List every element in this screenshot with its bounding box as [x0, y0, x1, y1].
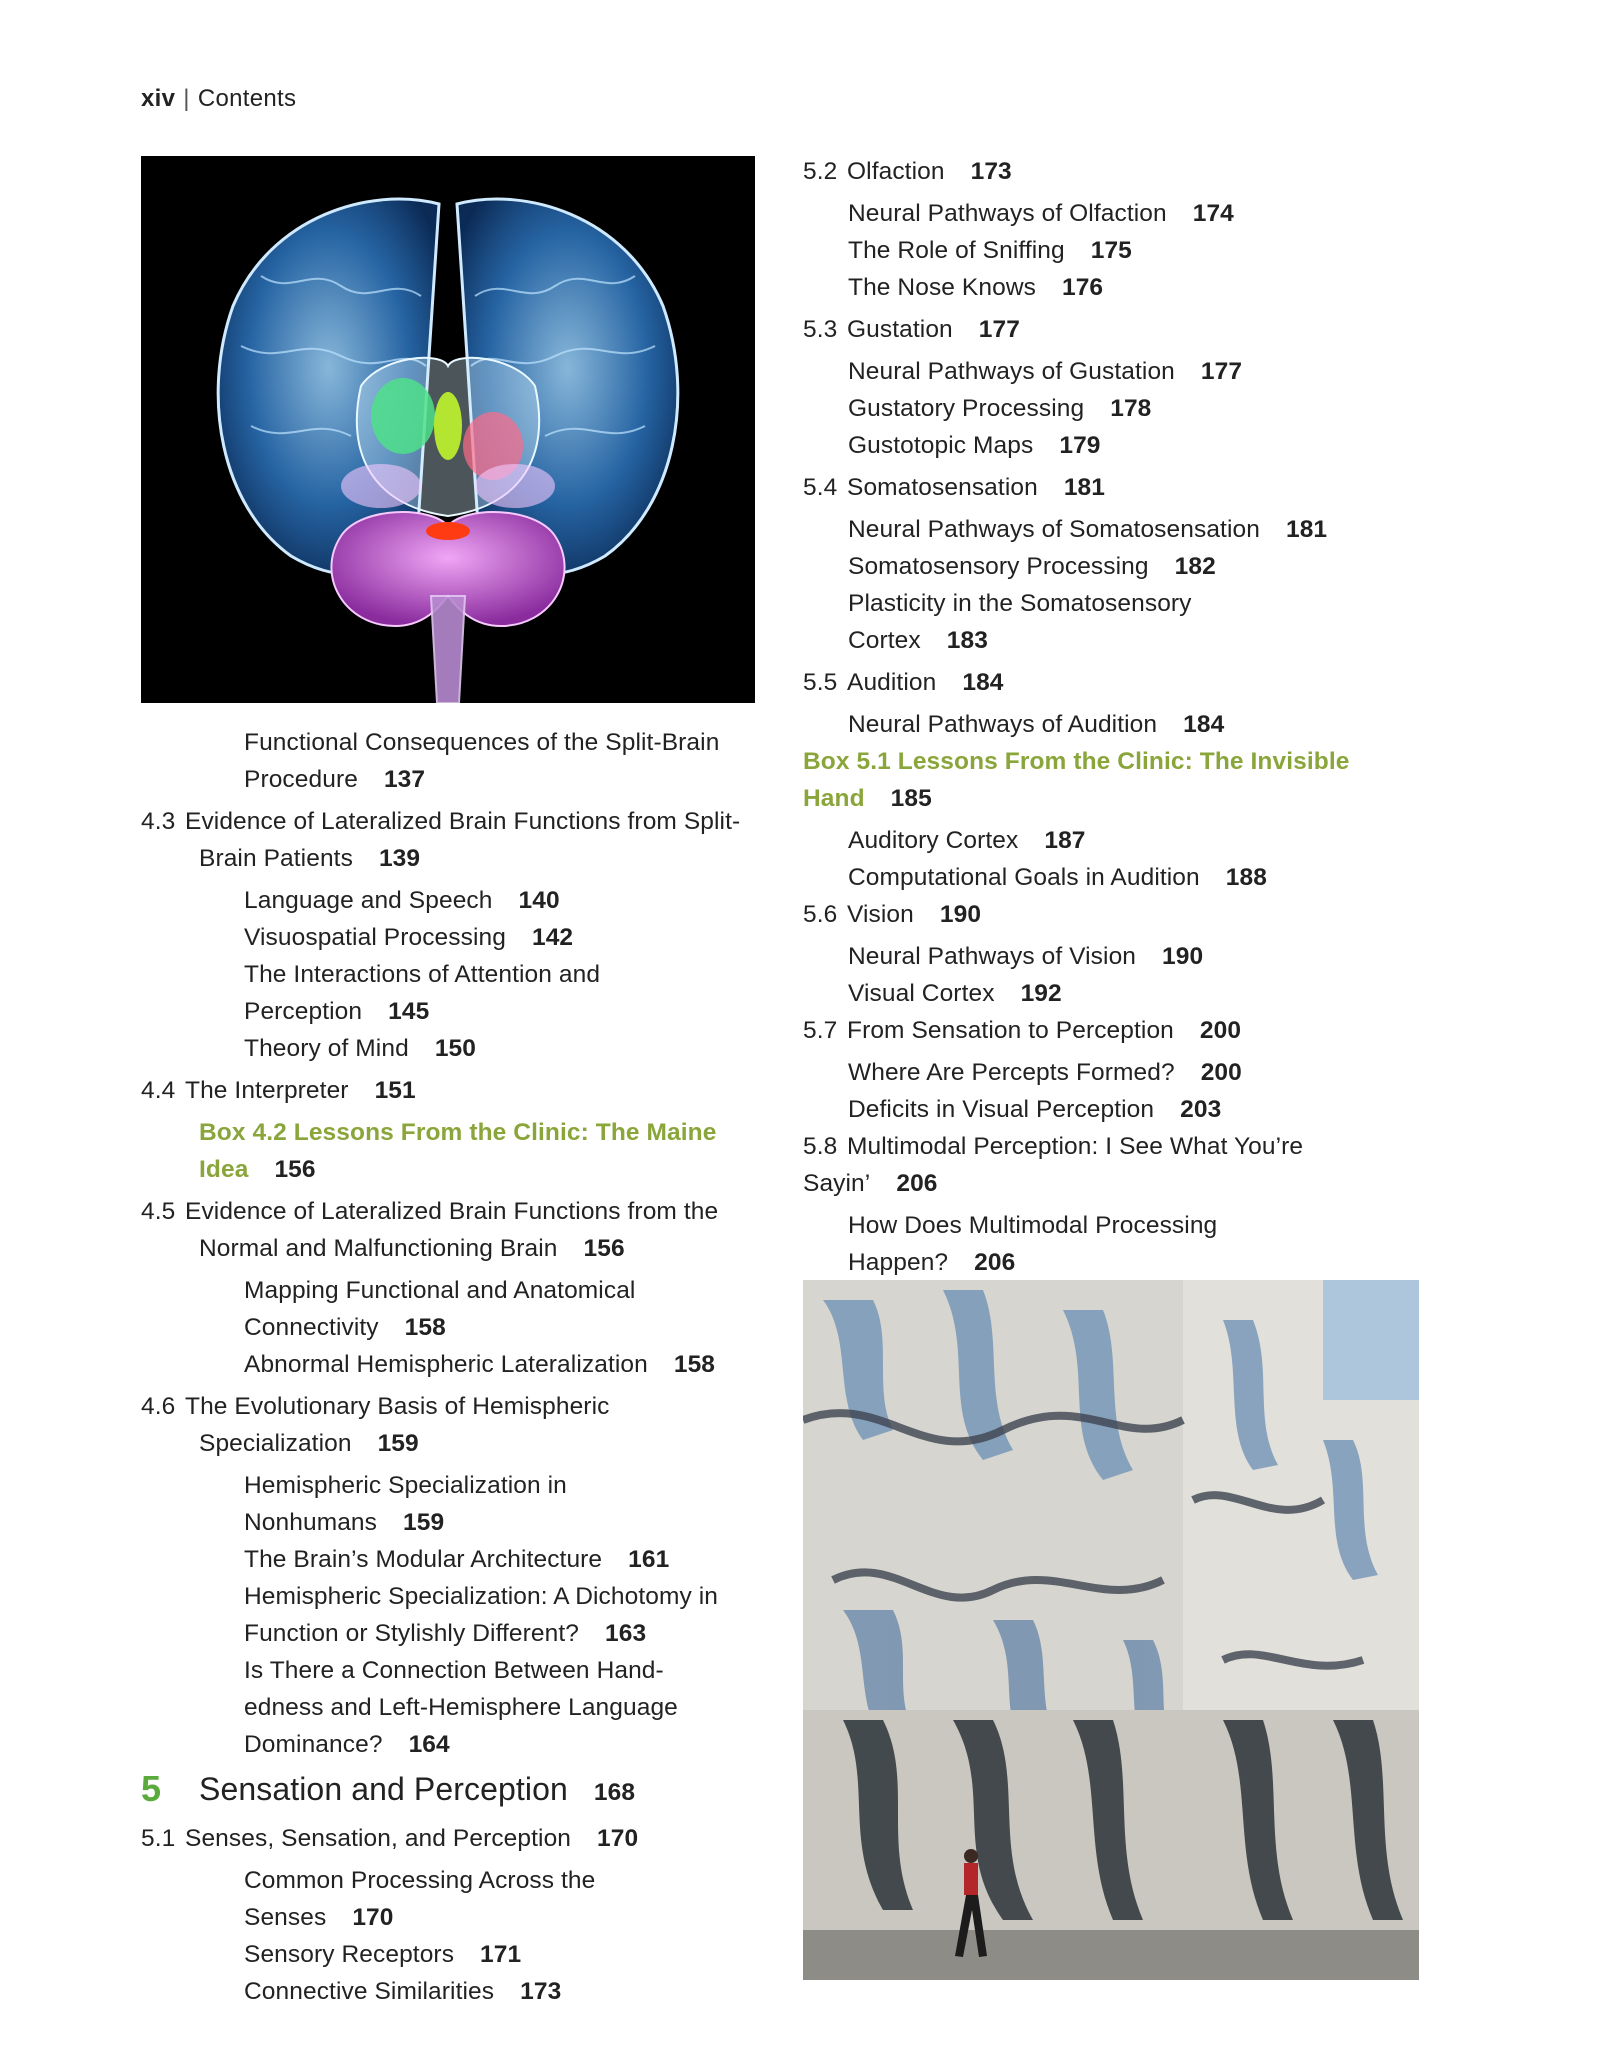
toc-section[interactable]: [141, 1820, 781, 1857]
section-number: 5.8: [803, 1133, 838, 1160]
toc-right-column: [803, 153, 1443, 1281]
entry-page: 173: [970, 158, 1012, 185]
entry-title: Box 5.1 Lessons From the Clinic: The Invisible Hand: [803, 748, 1350, 812]
running-header: [141, 85, 296, 113]
section-number: 4.5: [141, 1198, 176, 1225]
entry-page: 181: [1285, 516, 1328, 543]
entry-title: Gustation: [847, 316, 953, 343]
entry-page: 176: [1061, 274, 1104, 301]
toc-subsection[interactable]: [141, 956, 781, 1030]
entry-page: 168: [593, 1779, 636, 1806]
toc-subsection[interactable]: [803, 1207, 1443, 1281]
entry-page: 175: [1090, 237, 1132, 264]
entry-page: 142: [531, 924, 574, 951]
entry-title: Language and Speech: [244, 887, 493, 914]
section-number: 5.2: [803, 158, 838, 185]
entry-title: Theory of Mind: [244, 1035, 409, 1062]
toc-subsection[interactable]: [803, 938, 1443, 975]
entry-page: 188: [1225, 864, 1267, 891]
entry-page: 187: [1044, 827, 1086, 854]
entry-page: 164: [408, 1731, 450, 1758]
page-number: xiv: [141, 85, 176, 112]
entry-page: 156: [274, 1156, 316, 1183]
entry-page: 139: [378, 845, 421, 872]
entry-title: Vision: [847, 901, 914, 928]
entry-page: 206: [896, 1170, 938, 1197]
toc-section[interactable]: [803, 664, 1443, 701]
toc-subsection[interactable]: [803, 353, 1443, 390]
entry-page: 206: [974, 1249, 1016, 1276]
toc-section[interactable]: [141, 1388, 781, 1462]
entry-page: 182: [1174, 553, 1216, 580]
entry-page: 173: [520, 1978, 562, 2005]
entry-page: 177: [978, 316, 1020, 343]
entry-title: The Evolutionary Basis of Hemispheric Specialization: [185, 1393, 610, 1457]
toc-section[interactable]: [803, 469, 1443, 506]
section-number: 5.7: [803, 1017, 838, 1044]
toc-subsection[interactable]: [803, 585, 1443, 659]
toc-chapter[interactable]: [141, 1767, 781, 1815]
entry-title: Visual Cortex: [848, 980, 995, 1007]
entry-title: Computational Goals in Audition: [848, 864, 1200, 891]
section-number: 4.3: [141, 808, 176, 835]
entry-title: Connective Similarities: [244, 1978, 495, 2005]
toc-section[interactable]: [803, 311, 1443, 348]
entry-page: 183: [946, 627, 988, 654]
entry-page: 203: [1180, 1096, 1222, 1123]
toc-subsection[interactable]: [803, 427, 1443, 464]
toc-subsection[interactable]: [141, 1346, 781, 1383]
entry-title: The Nose Knows: [848, 274, 1036, 301]
entry-page: 161: [628, 1546, 670, 1573]
entry-page: 156: [583, 1235, 625, 1262]
entry-title: Olfaction: [847, 158, 945, 185]
toc-box-entry[interactable]: [141, 1114, 781, 1188]
entry-title: Neural Pathways of Olfaction: [848, 200, 1167, 227]
toc-subsection[interactable]: [141, 1541, 781, 1578]
entry-title: Auditory Cortex: [848, 827, 1019, 854]
toc-subsection[interactable]: [803, 1054, 1443, 1091]
entry-page: 159: [403, 1509, 445, 1536]
entry-title: How Does Multimodal Processing Happen?: [848, 1212, 1218, 1276]
toc-section[interactable]: [141, 803, 781, 877]
section-number: 4.6: [141, 1393, 176, 1420]
entry-title: The Role of Sniffing: [848, 237, 1065, 264]
entry-title: Neural Pathways of Vision: [848, 943, 1137, 970]
entry-page: 163: [605, 1620, 647, 1647]
section-number: 5.5: [803, 669, 838, 696]
entry-title: Functional Consequences of the Split-Brain Procedure: [244, 729, 720, 793]
toc-box-entry[interactable]: [803, 743, 1443, 817]
entry-title: Neural Pathways of Audition: [848, 711, 1158, 738]
entry-page: 184: [962, 669, 1004, 696]
toc-subsection[interactable]: [803, 269, 1443, 306]
section-number: 5.4: [803, 474, 838, 501]
entry-title: Audition: [847, 669, 937, 696]
entry-page: 150: [434, 1035, 476, 1062]
chapter-number: 5: [141, 1768, 162, 1809]
entry-title: Hemispheric Specialization in Nonhumans: [244, 1472, 567, 1536]
toc-subsection[interactable]: [141, 1936, 781, 1973]
entry-page: 185: [890, 785, 932, 812]
toc-subsection[interactable]: [803, 975, 1443, 1012]
brain-illustration: [141, 156, 755, 703]
entry-title: Gustatory Processing: [848, 395, 1085, 422]
entry-page: 137: [383, 766, 426, 793]
toc-subsection[interactable]: [803, 548, 1443, 585]
toc-subsection[interactable]: [141, 1652, 781, 1763]
entry-title: Neural Pathways of Somatosensation: [848, 516, 1260, 543]
running-title: Contents: [197, 85, 297, 112]
toc-subsection[interactable]: [141, 1973, 781, 2010]
toc-subsection[interactable]: [141, 724, 781, 798]
entry-title: Somatosensation: [847, 474, 1038, 501]
toc-subsection[interactable]: [141, 1467, 781, 1541]
toc-subsection[interactable]: [803, 195, 1443, 232]
entry-title: Evidence of Lateralized Brain Functions from Split-Brain Patients: [185, 808, 741, 872]
entry-title: Senses, Sensation, and Perception: [185, 1825, 572, 1852]
entry-page: 178: [1110, 395, 1152, 422]
toc-subsection[interactable]: [803, 706, 1443, 743]
chapter-title: Sensation and Perception: [199, 1771, 568, 1807]
entry-title: Gustotopic Maps: [848, 432, 1034, 459]
entry-title: Mapping Functional and Anatomical Connectivity: [244, 1277, 636, 1341]
brain-illustration-graphic: [141, 156, 755, 703]
toc-section[interactable]: [803, 1012, 1443, 1049]
header-separator: |: [183, 85, 190, 112]
entry-title: The Brain’s Modular Architecture: [244, 1546, 603, 1573]
entry-title: Is There a Connection Between Hand-edness and Left-Hemisphere Language Dominance?: [244, 1657, 678, 1758]
toc-section[interactable]: [803, 153, 1443, 190]
building-photo-graphic: [803, 1280, 1419, 1980]
section-number: 5.6: [803, 901, 838, 928]
entry-page: 190: [939, 901, 982, 928]
toc-subsection[interactable]: [141, 919, 781, 956]
entry-page: 158: [673, 1351, 716, 1378]
entry-title: From Sensation to Perception: [847, 1017, 1174, 1044]
entry-page: 151: [374, 1077, 416, 1104]
entry-page: 174: [1192, 200, 1234, 227]
entry-page: 192: [1020, 980, 1062, 1007]
toc-subsection[interactable]: [803, 822, 1443, 859]
section-number: 5.3: [803, 316, 838, 343]
entry-page: 170: [352, 1904, 394, 1931]
entry-title: Plasticity in the Somatosensory Cortex: [848, 590, 1192, 654]
entry-title: Deficits in Visual Perception: [848, 1096, 1155, 1123]
toc-subsection[interactable]: [141, 882, 781, 919]
entry-page: 170: [597, 1825, 639, 1852]
entry-page: 140: [518, 887, 560, 914]
toc-section[interactable]: [803, 896, 1443, 933]
entry-title: Visuospatial Processing: [244, 924, 506, 951]
entry-title: The Interpreter: [185, 1077, 349, 1104]
entry-title: Box 4.2 Lessons From the Clinic: The Maine Idea: [199, 1119, 717, 1183]
entry-page: 159: [377, 1430, 419, 1457]
entry-page: 145: [388, 998, 430, 1025]
toc-section[interactable]: [803, 1128, 1443, 1202]
toc-subsection[interactable]: [803, 859, 1443, 896]
toc-subsection[interactable]: [141, 1272, 781, 1346]
building-photo: [803, 1280, 1419, 1980]
section-number: 5.1: [141, 1825, 176, 1852]
toc-subsection[interactable]: [803, 511, 1443, 548]
entry-title: Where Are Percepts Formed?: [848, 1059, 1175, 1086]
entry-page: 171: [480, 1941, 522, 1968]
entry-title: Multimodal Perception: I See What You’re Sayin’: [803, 1133, 1304, 1197]
entry-page: 190: [1162, 943, 1204, 970]
entry-title: Common Processing Across the Senses: [244, 1867, 596, 1931]
entry-title: Neural Pathways of Gustation: [848, 358, 1175, 385]
toc-left-column: [141, 724, 781, 2010]
entry-title: The Interactions of Attention and Perception: [244, 961, 601, 1025]
toc-section[interactable]: [141, 1193, 781, 1267]
entry-page: 181: [1063, 474, 1106, 501]
toc-subsection[interactable]: [141, 1578, 781, 1652]
entry-title: Evidence of Lateralized Brain Functions from the Normal and Malfunctioning Brain: [185, 1198, 719, 1262]
entry-page: 200: [1200, 1059, 1242, 1086]
entry-page: 177: [1200, 358, 1243, 385]
toc-subsection[interactable]: [803, 390, 1443, 427]
toc-subsection[interactable]: [141, 1862, 781, 1936]
entry-title: Somatosensory Processing: [848, 553, 1149, 580]
section-number: 4.4: [141, 1077, 176, 1104]
toc-subsection[interactable]: [141, 1030, 781, 1067]
toc-subsection[interactable]: [803, 1091, 1443, 1128]
toc-section[interactable]: [141, 1072, 781, 1109]
entry-page: 179: [1059, 432, 1101, 459]
entry-title: Abnormal Hemispheric Lateralization: [244, 1351, 648, 1378]
entry-page: 200: [1199, 1017, 1242, 1044]
entry-page: 184: [1183, 711, 1225, 738]
toc-subsection[interactable]: [803, 232, 1443, 269]
entry-title: Hemispheric Specialization: A Dichotomy in Function or Stylishly Different?: [244, 1583, 718, 1647]
entry-title: Sensory Receptors: [244, 1941, 455, 1968]
entry-page: 158: [404, 1314, 446, 1341]
